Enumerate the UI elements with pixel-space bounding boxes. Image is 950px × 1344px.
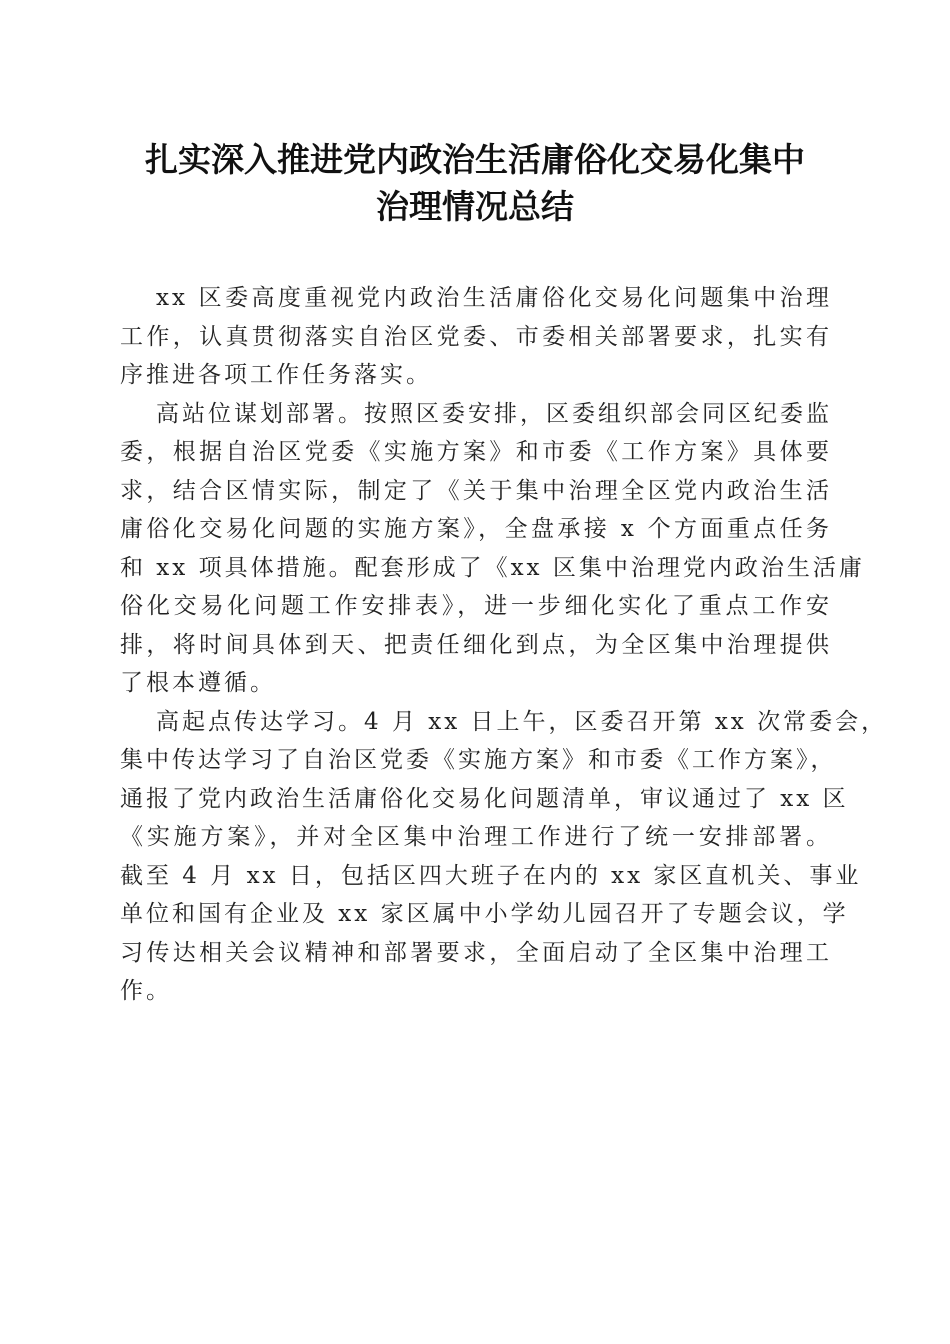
text-line: 排，将时间具体到天、把责任细化到点，为全区集中治理提供 bbox=[120, 631, 832, 658]
text-line: 委，根据自治区党委《实施方案》和市委《工作方案》具体要 bbox=[120, 439, 832, 465]
text-line: 庸俗化交易化问题的实施方案》，全盘承接 x 个方面重点任务 bbox=[120, 516, 832, 542]
document-title bbox=[100, 136, 850, 230]
title-line-1: 扎实深入推进党内政治生活庸俗化交易化集中 bbox=[145, 140, 805, 179]
text-line: 工作，认真贯彻落实自治区党委、市委相关部署要求，扎实有 bbox=[120, 323, 832, 350]
text-line: 作。 bbox=[120, 978, 172, 1004]
text-line: 集中传达学习了自治区党委《实施方案》和市委《工作方案》， bbox=[120, 747, 837, 773]
text-line: 求，结合区情实际，制定了《关于集中治理全区党内政治生活 bbox=[120, 477, 832, 504]
text-line: 和 xx 项具体措施。配套形成了《xx 区集中治理党内政治生活庸 bbox=[120, 554, 865, 581]
text-line: 高起点传达学习。4 月 xx 日上午，区委召开第 xx 次常委会， bbox=[156, 708, 888, 735]
text-line: 序推进各项工作任务落实。 bbox=[120, 362, 432, 388]
title-line-2: 治理情况总结 bbox=[376, 187, 574, 226]
document-body bbox=[120, 279, 888, 1011]
paragraph-intro bbox=[120, 279, 832, 395]
text-line: 通报了党内政治生活庸俗化交易化问题清单，审议通过了 xx 区 bbox=[120, 785, 849, 812]
text-line: 单位和国有企业及 xx 家区属中小学幼儿园召开了专题会议，学 bbox=[120, 901, 849, 927]
text-line: 俗化交易化问题工作安排表》，进一步细化实化了重点工作安 bbox=[120, 593, 832, 619]
text-line: xx 区委高度重视党内政治生活庸俗化交易化问题集中治理 bbox=[156, 285, 832, 311]
text-line: 了根本遵循。 bbox=[120, 670, 276, 696]
text-line: 《实施方案》，并对全区集中治理工作进行了统一安排部署。 bbox=[120, 824, 832, 850]
text-line: 高站位谋划部署。按照区委安排，区委组织部会同区纪委监 bbox=[156, 400, 832, 427]
paragraph-study bbox=[120, 703, 888, 1011]
text-line: 习传达相关会议精神和部署要求，全面启动了全区集中治理工 bbox=[120, 939, 832, 966]
paragraph-planning bbox=[120, 395, 865, 703]
text-line: 截至 4 月 xx 日，包括区四大班子在内的 xx 家区直机关、事业 bbox=[120, 862, 862, 889]
